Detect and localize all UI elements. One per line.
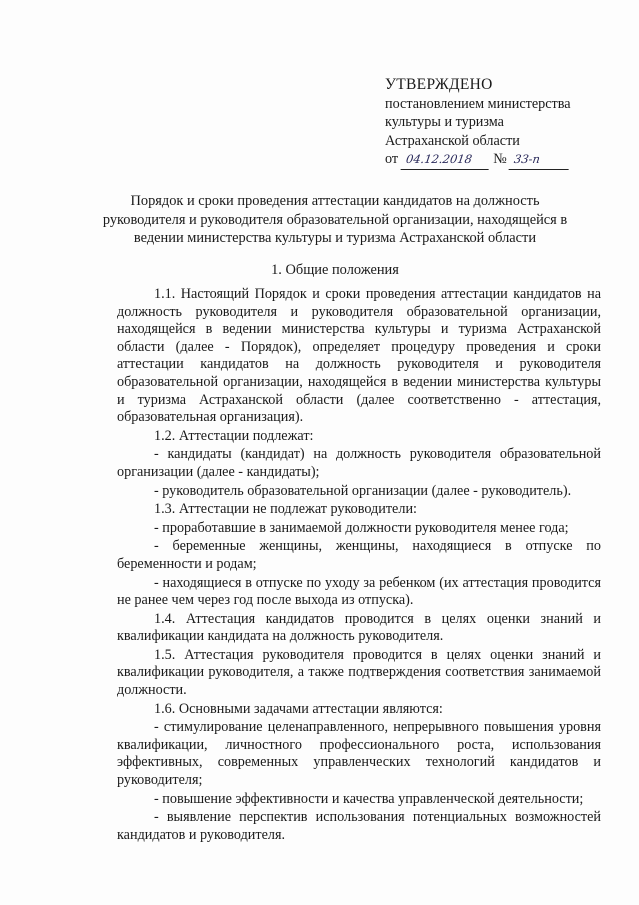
- list-item: - руководитель образовательной организации (далее - руководитель).: [154, 482, 572, 499]
- paragraph: 1.3. Аттестации не подлежат руководители:: [154, 501, 417, 518]
- list-item: - находящиеся в отпуске по уходу за ребенком (их аттестация проводится не ранее чем через год после выхода из отпуска).: [117, 574, 601, 609]
- list-item: - кандидаты (кандидат) на должность руководителя образовательной организации (далее - кандидаты);: [117, 446, 601, 480]
- paragraph: 1.5. Аттестация руководителя проводится в целях оценки знаний и квалификации руководителя, а также подтверждения соответствия занимаемой должности.: [117, 646, 601, 699]
- list-item: - выявление перспектив использования потенциальных возможностей кандидатов и руководителя.: [117, 809, 601, 843]
- approval-line-1: постановлением министерства: [385, 95, 571, 112]
- approval-date-row: [385, 150, 615, 170]
- list-item: - стимулирование целенаправленного, непрерывного повышения уровня квалификации, личностного профессионального роста, использования эффективных, современных управленческих технологий кандидатов и руководителя;: [117, 719, 601, 789]
- approval-line-3: Астраханской области: [385, 132, 520, 149]
- approval-stamp: [385, 76, 615, 170]
- approval-heading: УТВЕРЖДЕНО: [385, 76, 493, 93]
- handwritten-number: 33-п: [509, 150, 572, 170]
- list-item: - проработавшие в занимаемой должности руководителя менее года;: [154, 519, 569, 536]
- paragraph: 1.6. Основными задачами аттестации являются:: [154, 700, 443, 717]
- paragraph: 1.1. Настоящий Порядок и сроки проведения аттестации кандидатов на должность руководителя и руководителя образовательной организации, находящейся в ведении министерства культуры и туризма Астраханской области (далее - Порядок), определяет процедуру проведения и сроки аттестации кандидатов на должность руководителя и руководителя образовательной организации, находящейся в ведении министерства культуры и туризма Астраханской области (далее соответственно - аттестация, образовательная организация).: [117, 286, 601, 426]
- section-title: 1. Общие положения: [271, 262, 399, 278]
- approval-line-2: культуры и туризма: [385, 114, 504, 130]
- list-item: - повышение эффективности и качества управленческой деятельности;: [154, 790, 584, 807]
- handwritten-date: 04.12.2018: [400, 150, 491, 170]
- paragraph: 1.4. Аттестация кандидатов проводится в целях оценки знаний и квалификации кандидата на должность руководителя.: [117, 610, 601, 645]
- document-body: [117, 286, 601, 845]
- date-prefix: от: [385, 151, 399, 167]
- number-prefix: №: [493, 151, 507, 167]
- paragraph: 1.2. Аттестации подлежат:: [154, 427, 314, 444]
- document-title: Порядок и сроки проведения аттестации кандидатов на должность руководителя и руководителя образовательной организации, находящейся в ведении министерства культуры и туризма Астраханской области: [102, 193, 568, 246]
- list-item: - беременные женщины, женщины, находящиеся в отпуске по беременности и родам;: [117, 538, 601, 572]
